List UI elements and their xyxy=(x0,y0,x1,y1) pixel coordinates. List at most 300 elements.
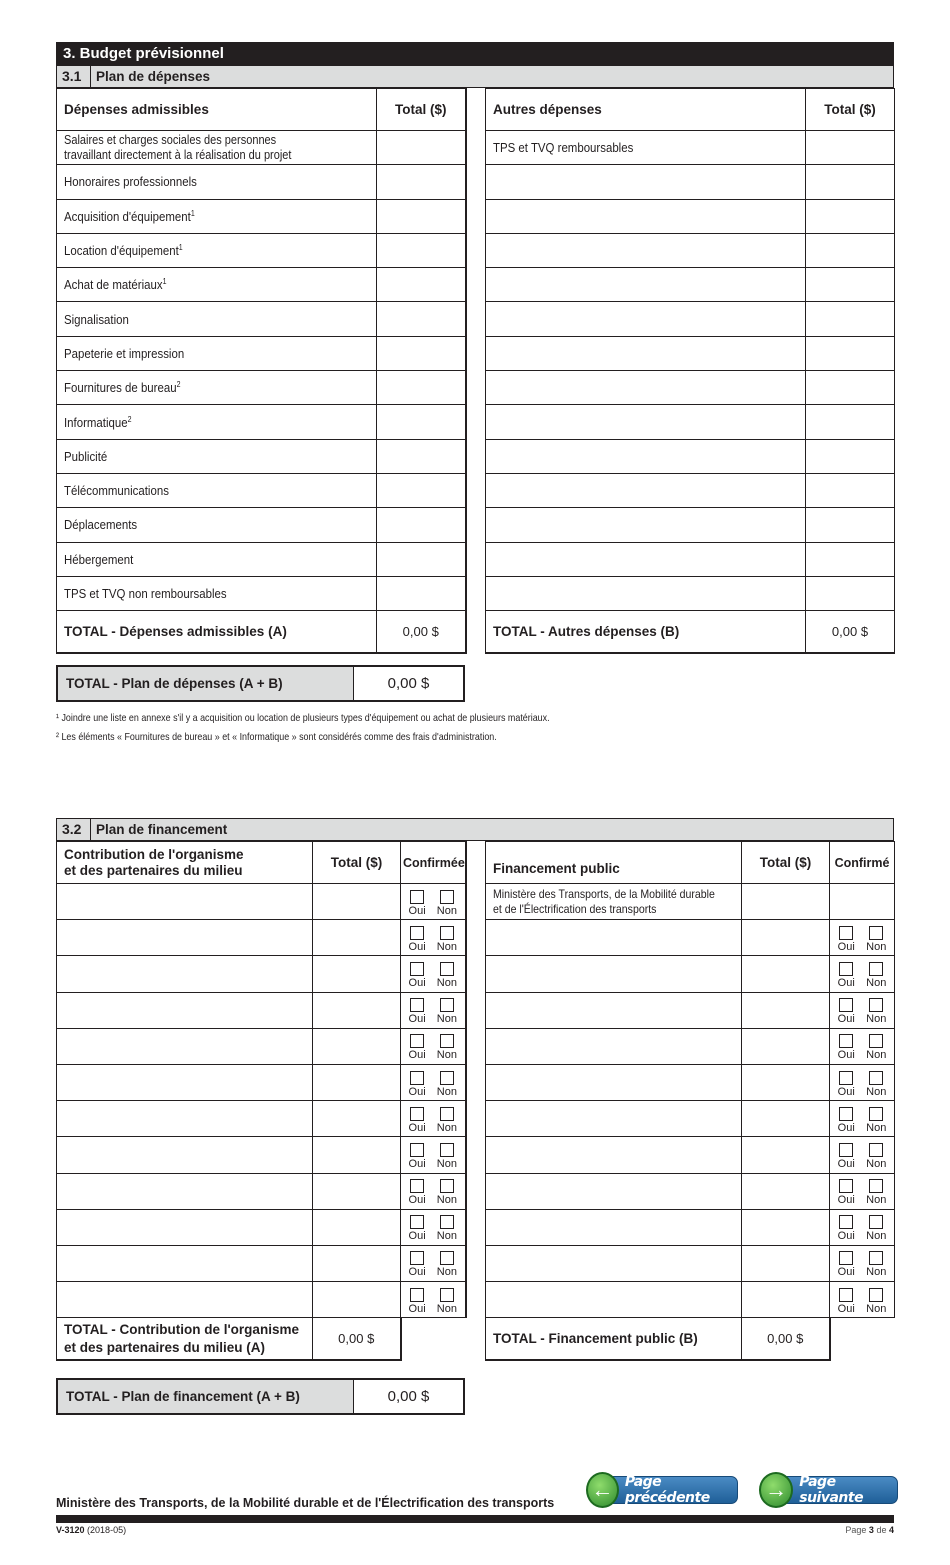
checkbox-box[interactable] xyxy=(839,1179,853,1193)
public-funder-input[interactable] xyxy=(486,1064,742,1100)
public-amount-input[interactable] xyxy=(742,1028,830,1064)
contribution-amount-input[interactable] xyxy=(313,992,401,1028)
checkbox-box[interactable] xyxy=(869,962,883,976)
other-expense-label-input[interactable] xyxy=(486,508,806,542)
table-row xyxy=(57,576,466,610)
contribution-amount-input[interactable] xyxy=(313,1028,401,1064)
public-funder-input[interactable] xyxy=(486,956,742,992)
table-row xyxy=(57,956,466,992)
public-financing-table xyxy=(485,841,895,1361)
checkbox-box[interactable] xyxy=(839,1288,853,1302)
oui-checkbox[interactable] xyxy=(838,962,855,989)
checkbox-label: Oui xyxy=(408,1230,426,1243)
checkbox-box[interactable] xyxy=(839,962,853,976)
public-amount-input[interactable] xyxy=(742,1245,830,1281)
checkbox-box[interactable] xyxy=(869,1215,883,1229)
public-amount-input[interactable] xyxy=(742,1209,830,1245)
confirmation-cell xyxy=(401,992,466,1028)
public-funder-input[interactable] xyxy=(486,920,742,956)
contribution-amount-input[interactable] xyxy=(313,1137,401,1173)
contributor-name-input[interactable] xyxy=(57,1245,313,1281)
contribution-amount-input[interactable] xyxy=(313,884,401,920)
confirmation-checkboxes xyxy=(832,1248,892,1278)
non-checkbox[interactable] xyxy=(866,998,886,1025)
checkbox-label: Oui xyxy=(837,976,855,989)
checkbox-box[interactable] xyxy=(440,926,454,940)
confirmation-checkboxes xyxy=(403,1212,463,1242)
oui-checkbox[interactable] xyxy=(838,1179,855,1206)
column-header-contribution xyxy=(57,842,313,884)
oui-checkbox[interactable] xyxy=(838,1288,855,1315)
empty-cell xyxy=(401,1318,466,1360)
contributor-name-input[interactable] xyxy=(57,1173,313,1209)
contributor-name-input[interactable] xyxy=(57,884,313,920)
row-label: Honoraires professionnels xyxy=(64,174,197,190)
table-row xyxy=(486,439,895,473)
oui-checkbox[interactable] xyxy=(409,1034,426,1061)
contribution-amount-input[interactable] xyxy=(313,956,401,992)
checkbox-box[interactable] xyxy=(410,962,424,976)
expense-amount-input[interactable] xyxy=(377,131,466,165)
checkbox-label: Non xyxy=(436,1049,457,1062)
confirmation-checkboxes xyxy=(832,1140,892,1170)
other-expense-amount-input[interactable] xyxy=(806,131,895,165)
checkbox-label: Non xyxy=(436,1085,457,1098)
public-funder-input[interactable] xyxy=(486,1137,742,1173)
checkbox-label: Non xyxy=(436,940,457,953)
public-amount-input[interactable] xyxy=(742,884,830,920)
column-header-total: Total ($) xyxy=(742,842,830,884)
column-header-eligible: Dépenses admissibles xyxy=(57,89,377,131)
confirmation-checkboxes xyxy=(832,1104,892,1134)
expense-amount-input[interactable] xyxy=(377,473,466,507)
public-amount-input[interactable] xyxy=(742,1282,830,1318)
non-checkbox[interactable] xyxy=(437,1251,457,1278)
public-funder-input[interactable] xyxy=(486,1101,742,1137)
table-row xyxy=(486,405,895,439)
public-amount-input[interactable] xyxy=(742,1064,830,1100)
checkbox-box[interactable] xyxy=(440,1215,454,1229)
other-expenses-table xyxy=(485,88,895,654)
other-expense-amount-input[interactable] xyxy=(806,371,895,405)
public-amount-input[interactable] xyxy=(742,1173,830,1209)
row-label: Publicité xyxy=(64,448,108,464)
non-checkbox[interactable] xyxy=(866,962,886,989)
other-expense-label-input[interactable] xyxy=(486,165,806,199)
checkbox-box[interactable] xyxy=(410,890,424,904)
table-row xyxy=(486,1101,895,1137)
expense-amount-input[interactable] xyxy=(377,508,466,542)
non-checkbox[interactable] xyxy=(437,890,457,917)
confirmation-cell xyxy=(830,1245,895,1281)
public-amount-input[interactable] xyxy=(742,920,830,956)
expense-amount-input[interactable] xyxy=(377,268,466,302)
other-expense-label-input[interactable] xyxy=(486,233,806,267)
expense-amount-input[interactable] xyxy=(377,336,466,370)
checkbox-label: Non xyxy=(436,904,457,917)
expense-label-cell xyxy=(57,165,377,199)
table-row xyxy=(486,199,895,233)
checkbox-box[interactable] xyxy=(440,1034,454,1048)
non-checkbox[interactable] xyxy=(437,1143,457,1170)
footnote-ref: 1 xyxy=(190,208,195,218)
contributor-name-input[interactable] xyxy=(57,956,313,992)
oui-checkbox[interactable] xyxy=(409,890,426,917)
expense-amount-input[interactable] xyxy=(377,371,466,405)
expense-amount-input[interactable] xyxy=(377,542,466,576)
other-expense-amount-input[interactable] xyxy=(806,473,895,507)
oui-checkbox[interactable] xyxy=(409,1251,426,1278)
table-row xyxy=(486,1064,895,1100)
column-header-other: Autres dépenses xyxy=(486,89,806,131)
confirmation-cell xyxy=(830,1137,895,1173)
contribution-amount-input[interactable] xyxy=(313,920,401,956)
contributor-name-input[interactable] xyxy=(57,920,313,956)
column-header-total: Total ($) xyxy=(806,89,895,131)
row-label: Achat de matériaux xyxy=(64,277,163,293)
contribution-amount-input[interactable] xyxy=(313,1209,401,1245)
confirmation-cell xyxy=(830,956,895,992)
column-header-confirmed: Confirmé xyxy=(830,842,895,884)
other-expense-label-input[interactable] xyxy=(486,542,806,576)
checkbox-label: Oui xyxy=(408,1013,426,1026)
other-expense-amount-input[interactable] xyxy=(806,576,895,610)
table-row xyxy=(486,956,895,992)
table-row xyxy=(57,302,466,336)
contributor-name-input[interactable] xyxy=(57,1064,313,1100)
checkbox-box[interactable] xyxy=(869,1179,883,1193)
checkbox-box[interactable] xyxy=(440,998,454,1012)
public-funder-input[interactable] xyxy=(486,992,742,1028)
table-row xyxy=(57,1137,466,1173)
confirmation-cell xyxy=(830,1064,895,1100)
checkbox-box[interactable] xyxy=(839,1143,853,1157)
contribution-amount-input[interactable] xyxy=(313,1173,401,1209)
other-expense-amount-input[interactable] xyxy=(806,268,895,302)
row-label: TPS et TVQ remboursables xyxy=(493,140,634,156)
checkbox-box[interactable] xyxy=(869,1288,883,1302)
confirmation-checkboxes xyxy=(403,1248,463,1278)
checkbox-label: Oui xyxy=(408,1266,426,1279)
footnote-1: ¹ Joindre une liste en annexe s'il y a acquisition ou location de plusieurs types d'équipement ou achat de plusieurs matériaux. xyxy=(56,712,550,724)
checkbox-box[interactable] xyxy=(869,1107,883,1121)
checkbox-box[interactable] xyxy=(410,1215,424,1229)
confirmation-cell xyxy=(401,1245,466,1281)
non-checkbox[interactable] xyxy=(866,1288,886,1315)
non-checkbox[interactable] xyxy=(437,1179,457,1206)
other-expense-label-input[interactable] xyxy=(486,199,806,233)
expense-label-cell xyxy=(57,576,377,610)
confirmation-cell xyxy=(401,1209,466,1245)
oui-checkbox[interactable] xyxy=(409,1215,426,1242)
checkbox-box[interactable] xyxy=(410,1179,424,1193)
grand-total-expenses xyxy=(56,665,465,702)
table-row xyxy=(57,1028,466,1064)
non-checkbox[interactable] xyxy=(437,926,457,953)
other-expense-amount-input[interactable] xyxy=(806,233,895,267)
public-funder-input[interactable] xyxy=(486,1245,742,1281)
expense-label-cell xyxy=(57,405,377,439)
checkbox-box[interactable] xyxy=(839,1034,853,1048)
non-checkbox[interactable] xyxy=(437,1107,457,1134)
expense-label-cell xyxy=(57,439,377,473)
oui-checkbox[interactable] xyxy=(838,1143,855,1170)
checkbox-label: Oui xyxy=(837,1013,855,1026)
row-label: Acquisition d'équipement xyxy=(64,208,191,224)
confirmation-checkboxes xyxy=(403,1140,463,1170)
expense-label-cell xyxy=(57,199,377,233)
confirmation-checkboxes xyxy=(403,1176,463,1206)
subsection-number: 3.2 xyxy=(57,819,91,840)
non-checkbox[interactable] xyxy=(866,1215,886,1242)
oui-checkbox[interactable] xyxy=(838,998,855,1025)
expense-label-cell xyxy=(57,371,377,405)
oui-checkbox[interactable] xyxy=(838,1251,855,1278)
contribution-amount-input[interactable] xyxy=(313,1101,401,1137)
checkbox-box[interactable] xyxy=(410,1251,424,1265)
checkbox-box[interactable] xyxy=(440,1288,454,1302)
non-checkbox[interactable] xyxy=(866,1107,886,1134)
row-label: travaillant directement à la réalisation du projet xyxy=(64,147,292,162)
checkbox-box[interactable] xyxy=(869,998,883,1012)
contributor-name-input[interactable] xyxy=(57,1101,313,1137)
confirmation-checkboxes xyxy=(403,959,463,989)
subsection-header-financing xyxy=(56,818,894,841)
table-row xyxy=(486,1173,895,1209)
confirmation-cell xyxy=(401,1101,466,1137)
contributor-name-input[interactable] xyxy=(57,1028,313,1064)
non-checkbox[interactable] xyxy=(437,1034,457,1061)
checkbox-box[interactable] xyxy=(440,962,454,976)
next-page-button[interactable] xyxy=(759,1472,898,1508)
non-checkbox[interactable] xyxy=(866,1143,886,1170)
other-expense-label-input[interactable] xyxy=(486,302,806,336)
expense-label-cell xyxy=(57,336,377,370)
table-row xyxy=(57,336,466,370)
other-expense-label-input[interactable] xyxy=(486,336,806,370)
other-expense-label-input[interactable] xyxy=(486,439,806,473)
confirmation-checkboxes xyxy=(403,995,463,1025)
table-row xyxy=(486,884,895,920)
oui-checkbox[interactable] xyxy=(838,1107,855,1134)
grand-total-expenses-value: 0,00 $ xyxy=(387,675,430,692)
expense-label-cell xyxy=(57,302,377,336)
checkbox-box[interactable] xyxy=(839,998,853,1012)
non-checkbox[interactable] xyxy=(866,926,886,953)
expense-label-cell xyxy=(57,473,377,507)
checkbox-label: Non xyxy=(436,1121,457,1134)
checkbox-box[interactable] xyxy=(869,1251,883,1265)
oui-checkbox[interactable] xyxy=(409,1143,426,1170)
other-expense-label-input[interactable] xyxy=(486,371,806,405)
checkbox-label: Oui xyxy=(408,940,426,953)
page-current: 3 xyxy=(868,1525,874,1535)
expense-amount-input[interactable] xyxy=(377,405,466,439)
expense-amount-input[interactable] xyxy=(377,439,466,473)
oui-checkbox[interactable] xyxy=(409,962,426,989)
checkbox-box[interactable] xyxy=(869,1034,883,1048)
total-eligible-value: 0,00 $ xyxy=(377,611,466,653)
oui-checkbox[interactable] xyxy=(409,1179,426,1206)
checkbox-box[interactable] xyxy=(839,1107,853,1121)
checkbox-label: Non xyxy=(436,1230,457,1243)
previous-page-button[interactable] xyxy=(586,1472,738,1508)
confirmation-cell xyxy=(830,1101,895,1137)
total-contribution-label xyxy=(57,1318,313,1360)
table-row xyxy=(57,508,466,542)
checkbox-label: Oui xyxy=(837,1266,855,1279)
other-expense-amount-input[interactable] xyxy=(806,302,895,336)
row-label: Fournitures de bureau xyxy=(64,380,177,396)
table-row xyxy=(57,199,466,233)
total-other-value: 0,00 $ xyxy=(806,611,895,653)
checkbox-box[interactable] xyxy=(440,1107,454,1121)
oui-checkbox[interactable] xyxy=(409,926,426,953)
checkbox-box[interactable] xyxy=(839,1251,853,1265)
non-checkbox[interactable] xyxy=(437,1215,457,1242)
other-expense-amount-input[interactable] xyxy=(806,508,895,542)
table-row xyxy=(57,1173,466,1209)
non-checkbox[interactable] xyxy=(866,1071,886,1098)
checkbox-box[interactable] xyxy=(839,1071,853,1085)
oui-checkbox[interactable] xyxy=(409,1107,426,1134)
oui-checkbox[interactable] xyxy=(838,926,855,953)
expense-amount-input[interactable] xyxy=(377,165,466,199)
expense-label-cell xyxy=(57,233,377,267)
non-checkbox[interactable] xyxy=(437,1288,457,1315)
public-amount-input[interactable] xyxy=(742,1137,830,1173)
contribution-amount-input[interactable] xyxy=(313,1064,401,1100)
public-funder-input[interactable] xyxy=(486,1173,742,1209)
other-expense-amount-input[interactable] xyxy=(806,405,895,439)
checkbox-box[interactable] xyxy=(410,1143,424,1157)
column-header-total: Total ($) xyxy=(313,842,401,884)
checkbox-label: Oui xyxy=(837,1085,855,1098)
non-checkbox[interactable] xyxy=(437,1071,457,1098)
public-amount-input[interactable] xyxy=(742,1101,830,1137)
checkbox-box[interactable] xyxy=(839,926,853,940)
public-funder-input[interactable] xyxy=(486,1028,742,1064)
ministry-name: Ministère des Transports, de la Mobilité durable et de l'Électrification des transports xyxy=(56,1496,555,1510)
non-checkbox[interactable] xyxy=(437,962,457,989)
confirmation-checkboxes xyxy=(832,1212,892,1242)
form-date: (2018-05) xyxy=(87,1525,127,1535)
checkbox-box[interactable] xyxy=(410,926,424,940)
oui-checkbox[interactable] xyxy=(838,1034,855,1061)
table-row xyxy=(57,542,466,576)
expense-label-cell xyxy=(57,131,377,165)
non-checkbox[interactable] xyxy=(866,1034,886,1061)
checkbox-box[interactable] xyxy=(440,1179,454,1193)
expense-amount-input[interactable] xyxy=(377,302,466,336)
confirmation-checkboxes xyxy=(832,923,892,953)
checkbox-label: Non xyxy=(436,976,457,989)
confirmation-checkboxes xyxy=(832,1031,892,1061)
checkbox-box[interactable] xyxy=(869,1143,883,1157)
oui-checkbox[interactable] xyxy=(838,1071,855,1098)
contributor-name-input[interactable] xyxy=(57,1209,313,1245)
checkbox-label: Non xyxy=(436,1194,457,1207)
table-row xyxy=(486,473,895,507)
public-funder-input[interactable] xyxy=(486,1209,742,1245)
other-expense-label-input[interactable] xyxy=(486,473,806,507)
oui-checkbox[interactable] xyxy=(409,1288,426,1315)
non-checkbox[interactable] xyxy=(866,1179,886,1206)
checkbox-label: Non xyxy=(436,1157,457,1170)
checkbox-box[interactable] xyxy=(440,1251,454,1265)
other-expense-label-input[interactable] xyxy=(486,576,806,610)
public-funder-input[interactable] xyxy=(486,1282,742,1318)
contribution-amount-input[interactable] xyxy=(313,1245,401,1281)
contributor-name-input[interactable] xyxy=(57,1282,313,1318)
other-expense-amount-input[interactable] xyxy=(806,165,895,199)
total-contribution-value: 0,00 $ xyxy=(313,1318,401,1360)
table-row xyxy=(57,473,466,507)
checkbox-box[interactable] xyxy=(410,1107,424,1121)
row-label: Ministère des Transports, de la Mobilité durable xyxy=(493,886,715,901)
checkbox-box[interactable] xyxy=(410,1071,424,1085)
public-amount-input[interactable] xyxy=(742,956,830,992)
contributor-name-input[interactable] xyxy=(57,992,313,1028)
page-number xyxy=(845,1525,894,1535)
previous-page-label: Page précédente xyxy=(624,1474,710,1506)
other-expense-amount-input[interactable] xyxy=(806,439,895,473)
expense-label-cell xyxy=(57,542,377,576)
checkbox-box[interactable] xyxy=(839,1215,853,1229)
row-label: Location d'équipement xyxy=(64,243,179,259)
expense-label-cell xyxy=(57,508,377,542)
non-checkbox[interactable] xyxy=(437,998,457,1025)
checkbox-label: Oui xyxy=(837,1049,855,1062)
checkbox-box[interactable] xyxy=(410,1034,424,1048)
table-row xyxy=(486,302,895,336)
checkbox-label: Non xyxy=(436,1302,457,1315)
checkbox-box[interactable] xyxy=(440,1071,454,1085)
table-row xyxy=(57,1245,466,1281)
confirmation-cell xyxy=(401,1282,466,1318)
other-expense-amount-input[interactable] xyxy=(806,542,895,576)
expense-amount-input[interactable] xyxy=(377,576,466,610)
checkbox-box[interactable] xyxy=(869,1071,883,1085)
other-expense-label-input[interactable] xyxy=(486,405,806,439)
column-header-public: Financement public xyxy=(486,842,742,884)
oui-checkbox[interactable] xyxy=(409,998,426,1025)
contribution-amount-input[interactable] xyxy=(313,1282,401,1318)
oui-checkbox[interactable] xyxy=(838,1215,855,1242)
expense-amount-input[interactable] xyxy=(377,233,466,267)
checkbox-box[interactable] xyxy=(410,1288,424,1302)
checkbox-box[interactable] xyxy=(869,926,883,940)
next-page-label: Page suivante xyxy=(799,1474,864,1506)
other-expense-label-input[interactable] xyxy=(486,268,806,302)
checkbox-label: Non xyxy=(866,1266,887,1279)
other-expense-amount-input[interactable] xyxy=(806,336,895,370)
grand-total-financing-value: 0,00 $ xyxy=(387,1388,430,1405)
expense-amount-input[interactable] xyxy=(377,199,466,233)
checkbox-box[interactable] xyxy=(410,998,424,1012)
public-amount-input[interactable] xyxy=(742,992,830,1028)
oui-checkbox[interactable] xyxy=(409,1071,426,1098)
footnote-ref: 2 xyxy=(127,414,132,424)
checkbox-box[interactable] xyxy=(440,1143,454,1157)
table-row xyxy=(57,1064,466,1100)
other-expense-label-input[interactable] xyxy=(486,131,806,165)
other-expense-amount-input[interactable] xyxy=(806,199,895,233)
contributor-name-input[interactable] xyxy=(57,1137,313,1173)
non-checkbox[interactable] xyxy=(866,1251,886,1278)
checkbox-box[interactable] xyxy=(440,890,454,904)
confirmation-cell xyxy=(401,1064,466,1100)
